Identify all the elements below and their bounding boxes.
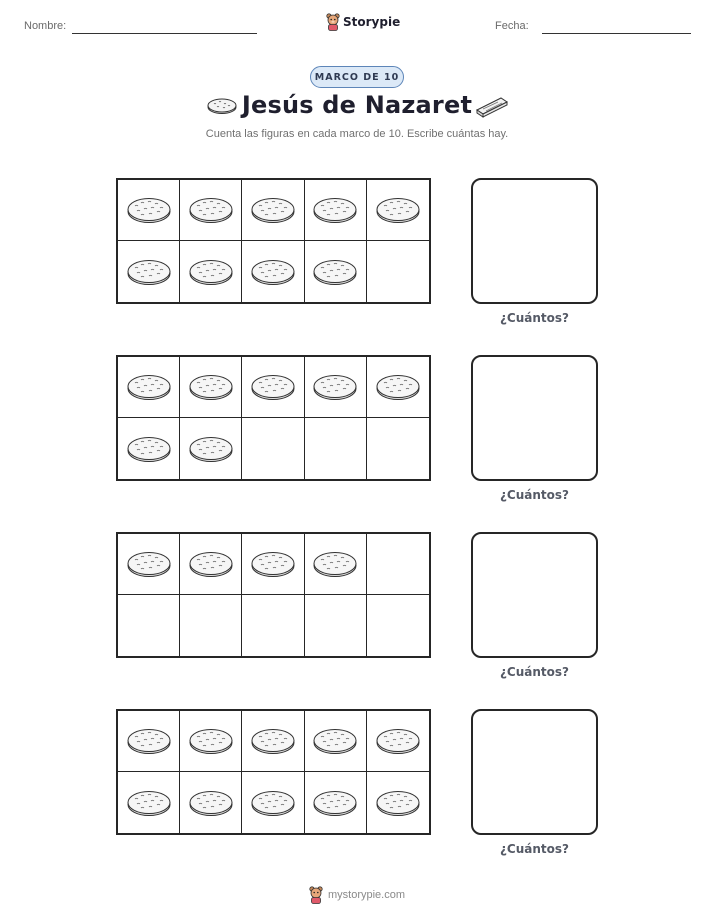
answer-label: ¿Cuántos? xyxy=(499,488,570,502)
answer-label: ¿Cuántos? xyxy=(499,842,570,856)
ten-frame-cell xyxy=(305,772,367,833)
ten-frame-cell xyxy=(118,418,180,479)
ten-frame-cell xyxy=(180,180,242,241)
worksheet-header xyxy=(0,0,714,50)
ten-frame-cell xyxy=(118,772,180,833)
flatbread-icon xyxy=(312,727,358,755)
flatbread-icon xyxy=(250,789,296,817)
ten-frame-cell xyxy=(242,711,304,772)
ten-frame-cell xyxy=(367,534,429,595)
ten-frame-cell xyxy=(242,180,304,241)
flatbread-icon xyxy=(126,196,172,224)
ten-frame xyxy=(116,709,431,835)
ten-frame-cell xyxy=(367,180,429,241)
answer-label: ¿Cuántos? xyxy=(499,311,570,325)
ten-frame-cell xyxy=(305,595,367,656)
answer-box[interactable] xyxy=(471,178,598,304)
ten-frame-cell xyxy=(367,418,429,479)
ten-frame-cell xyxy=(180,418,242,479)
flatbread-icon xyxy=(375,727,421,755)
ten-frame-cell xyxy=(367,711,429,772)
ten-frame-cell xyxy=(118,534,180,595)
flatbread-icon xyxy=(312,373,358,401)
date-label: Fecha: xyxy=(495,20,529,32)
flatbread-icon xyxy=(188,258,234,286)
ten-frame-cell xyxy=(242,534,304,595)
ten-frame-cell xyxy=(242,357,304,418)
ten-frame-cell xyxy=(118,180,180,241)
ten-frame-cell xyxy=(118,595,180,656)
flatbread-icon xyxy=(375,196,421,224)
flatbread-icon xyxy=(375,789,421,817)
storypie-mascot-icon xyxy=(326,13,340,31)
flatbread-icon xyxy=(312,196,358,224)
ten-frame-cell xyxy=(367,772,429,833)
ten-frame-cell xyxy=(305,180,367,241)
storypie-mascot-icon xyxy=(308,886,324,904)
flatbread-icon xyxy=(188,789,234,817)
ten-frame-cell xyxy=(367,241,429,302)
brand-logo xyxy=(326,12,400,32)
ten-frame-cell xyxy=(180,534,242,595)
worksheet-type-badge: MARCO DE 10 xyxy=(310,66,404,88)
answer-box[interactable] xyxy=(471,355,598,481)
ten-frame-cell xyxy=(180,711,242,772)
name-label: Nombre: xyxy=(24,20,67,32)
flatbread-icon xyxy=(126,373,172,401)
footer xyxy=(308,884,405,906)
ten-frame-cell xyxy=(180,772,242,833)
flatbread-icon xyxy=(250,727,296,755)
flatbread-icon xyxy=(126,789,172,817)
ten-frame-cell xyxy=(305,241,367,302)
flatbread-icon xyxy=(188,727,234,755)
ten-frame-cell xyxy=(118,711,180,772)
wood-plank-icon xyxy=(474,94,510,118)
ten-frame-cell xyxy=(180,357,242,418)
ten-frame-cell xyxy=(242,241,304,302)
footer-url: mystorypie.com xyxy=(328,889,406,901)
flatbread-icon xyxy=(188,550,234,578)
ten-frame-cell xyxy=(242,418,304,479)
flatbread-icon xyxy=(250,550,296,578)
ten-frame xyxy=(116,178,431,304)
ten-frame-cell xyxy=(242,595,304,656)
flatbread-icon xyxy=(126,550,172,578)
answer-box[interactable] xyxy=(471,709,598,835)
flatbread-icon xyxy=(126,258,172,286)
flatbread-icon xyxy=(126,435,172,463)
page-title: Jesús de Nazaret xyxy=(241,91,473,119)
flatbread-icon xyxy=(312,258,358,286)
flatbread-icon xyxy=(126,727,172,755)
ten-frame-cell xyxy=(367,357,429,418)
flatbread-icon xyxy=(250,196,296,224)
ten-frame-cell xyxy=(180,241,242,302)
flatbread-icon xyxy=(188,435,234,463)
ten-frame-cell xyxy=(242,772,304,833)
flatbread-icon xyxy=(312,789,358,817)
ten-frame xyxy=(116,532,431,658)
flatbread-icon xyxy=(250,258,296,286)
flatbread-icon xyxy=(188,373,234,401)
date-field[interactable] xyxy=(542,33,691,34)
ten-frame-cell xyxy=(305,534,367,595)
flatbread-icon xyxy=(188,196,234,224)
flatbread-icon xyxy=(250,373,296,401)
flatbread-icon xyxy=(312,550,358,578)
ten-frame xyxy=(116,355,431,481)
answer-box[interactable] xyxy=(471,532,598,658)
ten-frame-cell xyxy=(305,711,367,772)
ten-frame-cell xyxy=(305,357,367,418)
answer-label: ¿Cuántos? xyxy=(499,665,570,679)
instructions: Cuenta las figuras en cada marco de 10. Escribe cuántas hay. xyxy=(205,128,509,140)
name-field[interactable] xyxy=(72,33,257,34)
brand-name: Storypie xyxy=(343,15,401,29)
ten-frame-cell xyxy=(118,357,180,418)
ten-frame-cell xyxy=(180,595,242,656)
flatbread-icon xyxy=(375,373,421,401)
ten-frame-cell xyxy=(367,595,429,656)
ten-frame-cell xyxy=(305,418,367,479)
ten-frame-cell xyxy=(118,241,180,302)
